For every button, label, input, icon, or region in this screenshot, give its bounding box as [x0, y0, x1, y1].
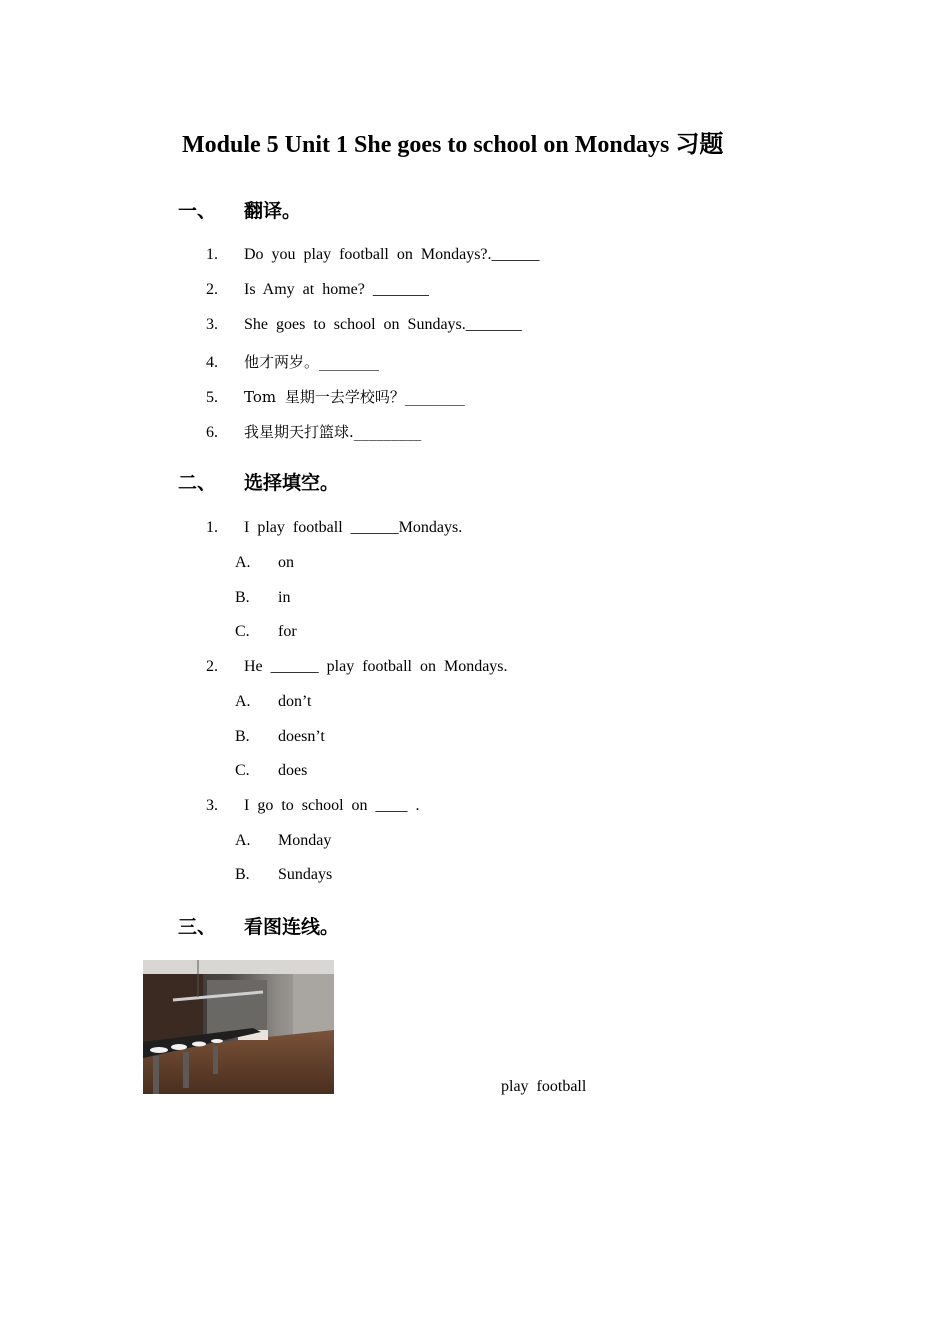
question: 3. I go to school on ____ .: [206, 797, 420, 814]
option: A. Monday: [235, 832, 332, 849]
section-title: 选择填空。: [244, 472, 340, 494]
page-title: Module 5 Unit 1 She goes to school on Mondays 习题: [182, 132, 724, 158]
dining-room-photo: [143, 960, 334, 1094]
section-number: 二、: [178, 472, 217, 494]
question: 2. He ______ play football on Mondays.: [206, 658, 508, 675]
option: B. doesn’t: [235, 728, 325, 745]
section-heading-match: [178, 912, 339, 939]
list-item: 5. Tom 星期一去学校吗？________: [206, 388, 465, 406]
match-caption: play football: [501, 1078, 587, 1095]
section-title: 看图连线。: [244, 916, 340, 938]
list-item: 1. Do you play football on Mondays?.______: [206, 246, 540, 263]
section-heading-choice: [178, 468, 339, 495]
list-item: 3. She goes to school on Sundays._______: [206, 316, 522, 333]
option: B. in: [235, 589, 291, 606]
list-item: 2. Is Amy at home? _______: [206, 281, 429, 298]
list-item: 6. 我星期天打篮球._________: [206, 423, 422, 441]
section-number: 一、: [178, 200, 217, 222]
option: A. on: [235, 554, 294, 571]
list-item: 4. 他才两岁。________: [206, 353, 380, 371]
option: C. for: [235, 623, 297, 640]
section-title: 翻译。: [244, 200, 302, 222]
option: B. Sundays: [235, 866, 333, 883]
section-number: 三、: [178, 916, 217, 938]
option: C. does: [235, 762, 308, 779]
section-heading-translate: [178, 196, 301, 223]
option: A. don’t: [235, 693, 312, 710]
question: 1. I play football ______Mondays.: [206, 519, 463, 536]
